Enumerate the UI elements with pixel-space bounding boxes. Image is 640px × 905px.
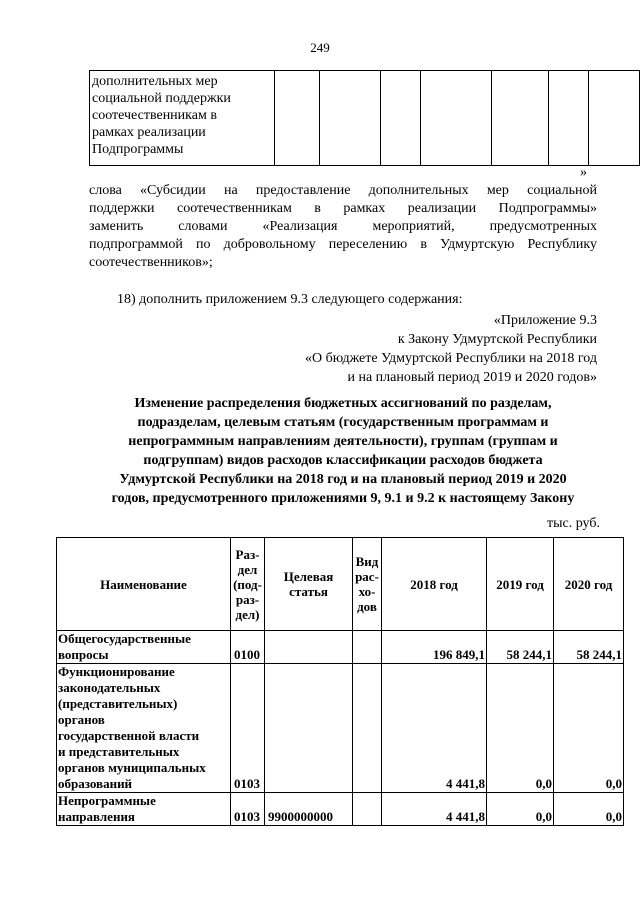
table-cell bbox=[90, 71, 275, 166]
appendix-line: «О бюджете Удмуртской Республики на 2018 год bbox=[304, 351, 597, 366]
heading-line: Изменение распределения бюджетных ассигнований по разделам, bbox=[134, 396, 552, 411]
row-expense-type bbox=[353, 793, 382, 826]
paragraph-line: поддержки соотечественникам в рамках реализации Подпрограммы» bbox=[89, 201, 597, 216]
header-expense-type: Вид рас- хо- дов bbox=[353, 538, 382, 631]
row-section: 0100 bbox=[231, 631, 265, 664]
table-row bbox=[57, 631, 624, 664]
row-2019: 58 244,1 bbox=[487, 631, 554, 664]
item-18-text: 18) дополнить приложением 9.3 следующего содержания: bbox=[117, 292, 463, 307]
row-target: 9900000000 bbox=[265, 793, 353, 826]
table-heading bbox=[89, 394, 597, 508]
units-label: тыс. руб. bbox=[547, 516, 600, 531]
table-cell bbox=[548, 71, 589, 166]
table-row bbox=[90, 71, 640, 166]
header-section: Раз- дел (под- раз- дел) bbox=[231, 538, 265, 631]
row-2020: 0,0 bbox=[554, 664, 624, 793]
header-2019: 2019 год bbox=[487, 538, 554, 631]
continuation-table bbox=[89, 70, 640, 166]
row-2020: 0,0 bbox=[554, 793, 624, 826]
table-header-row bbox=[57, 538, 624, 631]
amendment-paragraph bbox=[89, 182, 597, 272]
heading-line: Удмуртской Республики на 2018 год и на плановый период 2019 и 2020 bbox=[119, 472, 567, 487]
appendix-line: и на плановый период 2019 и 2020 годов» bbox=[347, 370, 597, 385]
row-expense-type bbox=[353, 631, 382, 664]
appendix-line: «Приложение 9.3 bbox=[493, 313, 597, 328]
table-cell bbox=[274, 71, 319, 166]
header-target: Целевая статья bbox=[265, 538, 353, 631]
paragraph-line: соотечественников»; bbox=[89, 255, 213, 270]
header-2018: 2018 год bbox=[382, 538, 487, 631]
table-cell bbox=[492, 71, 548, 166]
table-cell bbox=[420, 71, 492, 166]
table-row bbox=[57, 793, 624, 826]
row-2019: 0,0 bbox=[487, 664, 554, 793]
heading-line: непрограммным направлениям деятельности), группам (группам и bbox=[128, 434, 558, 449]
row-name: Непрограммные направления bbox=[57, 793, 231, 826]
row-target bbox=[265, 664, 353, 793]
heading-line: подразделам, целевым статьям (государственным программам и bbox=[137, 415, 549, 430]
page-number: 249 bbox=[310, 40, 330, 55]
row-expense-type bbox=[353, 664, 382, 793]
row-name: Функционирование законодательных (представительных) органов государственной власти и представительных органов муниципальных образований bbox=[57, 664, 231, 793]
header-name: Наименование bbox=[57, 538, 231, 631]
row-section: 0103 bbox=[231, 793, 265, 826]
header-2020: 2020 год bbox=[554, 538, 624, 631]
row-2019: 0,0 bbox=[487, 793, 554, 826]
continuation-text: дополнительных мер социальной поддержки соотечественникам в рамках реализации Подпрограммы bbox=[92, 74, 231, 157]
heading-line: подгруппам) видов расходов классификации расходов бюджета bbox=[143, 453, 543, 468]
table-cell bbox=[589, 71, 640, 166]
heading-line: годов, предусмотренного приложениями 9, 9.1 и 9.2 к настоящему Закону bbox=[111, 491, 575, 506]
paragraph-line: слова «Субсидии на предоставление дополнительных мер социальной bbox=[89, 183, 597, 198]
row-2020: 58 244,1 bbox=[554, 631, 624, 664]
row-2018: 4 441,8 bbox=[382, 793, 487, 826]
paragraph-line: подпрограммой по добровольному переселению в Удмуртскую Республику bbox=[89, 237, 597, 252]
row-2018: 196 849,1 bbox=[382, 631, 487, 664]
table-cell bbox=[380, 71, 420, 166]
appendix-line: к Закону Удмуртской Республики bbox=[397, 332, 597, 347]
row-section: 0103 bbox=[231, 664, 265, 793]
budget-table bbox=[56, 537, 624, 826]
row-target bbox=[265, 631, 353, 664]
row-name: Общегосударственные вопросы bbox=[57, 631, 231, 664]
table-row bbox=[57, 664, 624, 793]
closing-quote: » bbox=[580, 165, 587, 180]
table-cell bbox=[319, 71, 380, 166]
row-2018: 4 441,8 bbox=[382, 664, 487, 793]
paragraph-line: заменить словами «Реализация мероприятий, предусмотренных bbox=[89, 219, 597, 234]
